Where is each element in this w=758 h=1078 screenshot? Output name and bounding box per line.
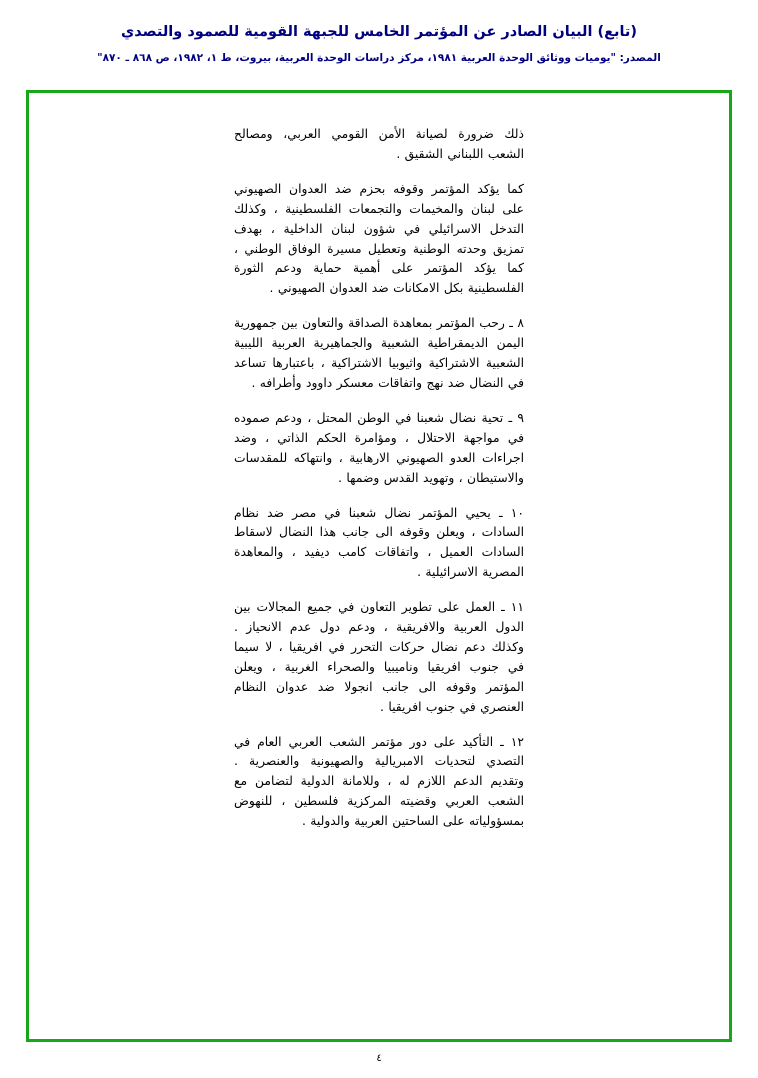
page-number: ٤ [376, 1053, 382, 1064]
content-frame [26, 90, 732, 1042]
source-line: المصدر: "يوميات ووثائق الوحدة العربية ١٩٨١، مركز دراسات الوحدة العربية، بيروت، ط ١، ١٩٨٢، ص ٨٦٨ ـ ٨٧٠" [97, 52, 661, 65]
paragraph: ٨ ـ رحب المؤتمر بمعاهدة الصداقة والتعاون بين جمهورية اليمن الديمقراطية الشعبية والجماهيرية العربية الليبية الشعبية الاشتراكية واثيوبيا الاشتراكية ، باعتبارها تساعد في النضال ضد نهج واتفاقات معسكر داوود وأطرافه . [234, 316, 524, 390]
paragraph: ١٠ ـ يحيي المؤتمر نضال شعبنا في مصر ضد نظام السادات ، ويعلن وقوفه الى جانب هذا النضال لاسقاط السادات العميل ، واتفاقات كامب ديفيد ، والمعاهدة المصرية الاسرائيلية . [234, 505, 524, 580]
paragraph: كما يؤكد المؤتمر وقوفه بحزم ضد العدوان الصهيوني على لبنان والمخيمات والتجمعات الفلسطينية ، وكذلك التدخل الاسرائيلي في شؤون لبنان الداخلية ، بهدف تمزيق وحدته الوطنية وتعطيل مسيرة الوفاق الوطني ، كما يؤكد المؤتمر على أهمية حماية ودعم الثورة الفلسطينية بكل الامكانات ضد العدوان الصهيوني . [234, 181, 524, 296]
paragraph: ١١ ـ العمل على تطوير التعاون في جميع المجالات بين الدول العربية والافريقية ، ودعم دول عدم الانحياز . وكذلك دعم نضال حركات التحرر في افريقيا ، لا سيما في جنوب افريقيا وناميبيا والصحراء الغربية ، ويعلن المؤتمر وقوفه الى جانب انجولا ضد عدوان النظام العنصري في جنوب افريقيا . [234, 600, 524, 714]
paragraph: ٩ ـ تحية نضال شعبنا في الوطن المحتل ، ودعم صموده في مواجهة الاحتلال ، ومؤامرة الحكم الذاتي ، وضد اجراءات العدو الصهيوني الارهابية ، وانتهاكه للمقدسات والاستيطان ، وتهويد القدس وضمها . [234, 410, 524, 485]
document-body [29, 125, 729, 832]
paragraph: ١٢ ـ التأكيد على دور مؤتمر الشعب العربي العام في التصدي لتحديات الامبريالية والصهيونية والعنصرية . وتقديم الدعم اللازم له ، وللامانة الدولية لتضامن مع الشعب العربي وقضيته المركزية فلسطين ، للنهوض بمسؤولياته على الساحتين العربية والدولية . [234, 734, 524, 829]
paragraph-column [234, 125, 524, 832]
paragraph: ذلك ضرورة لصيانة الأمن القومي العربي، ومصالح الشعب اللبناني الشقيق . [234, 127, 524, 161]
page-title: (تابع) البيان الصادر عن المؤتمر الخامس للجبهة القومية للصمود والتصدي [120, 24, 638, 40]
